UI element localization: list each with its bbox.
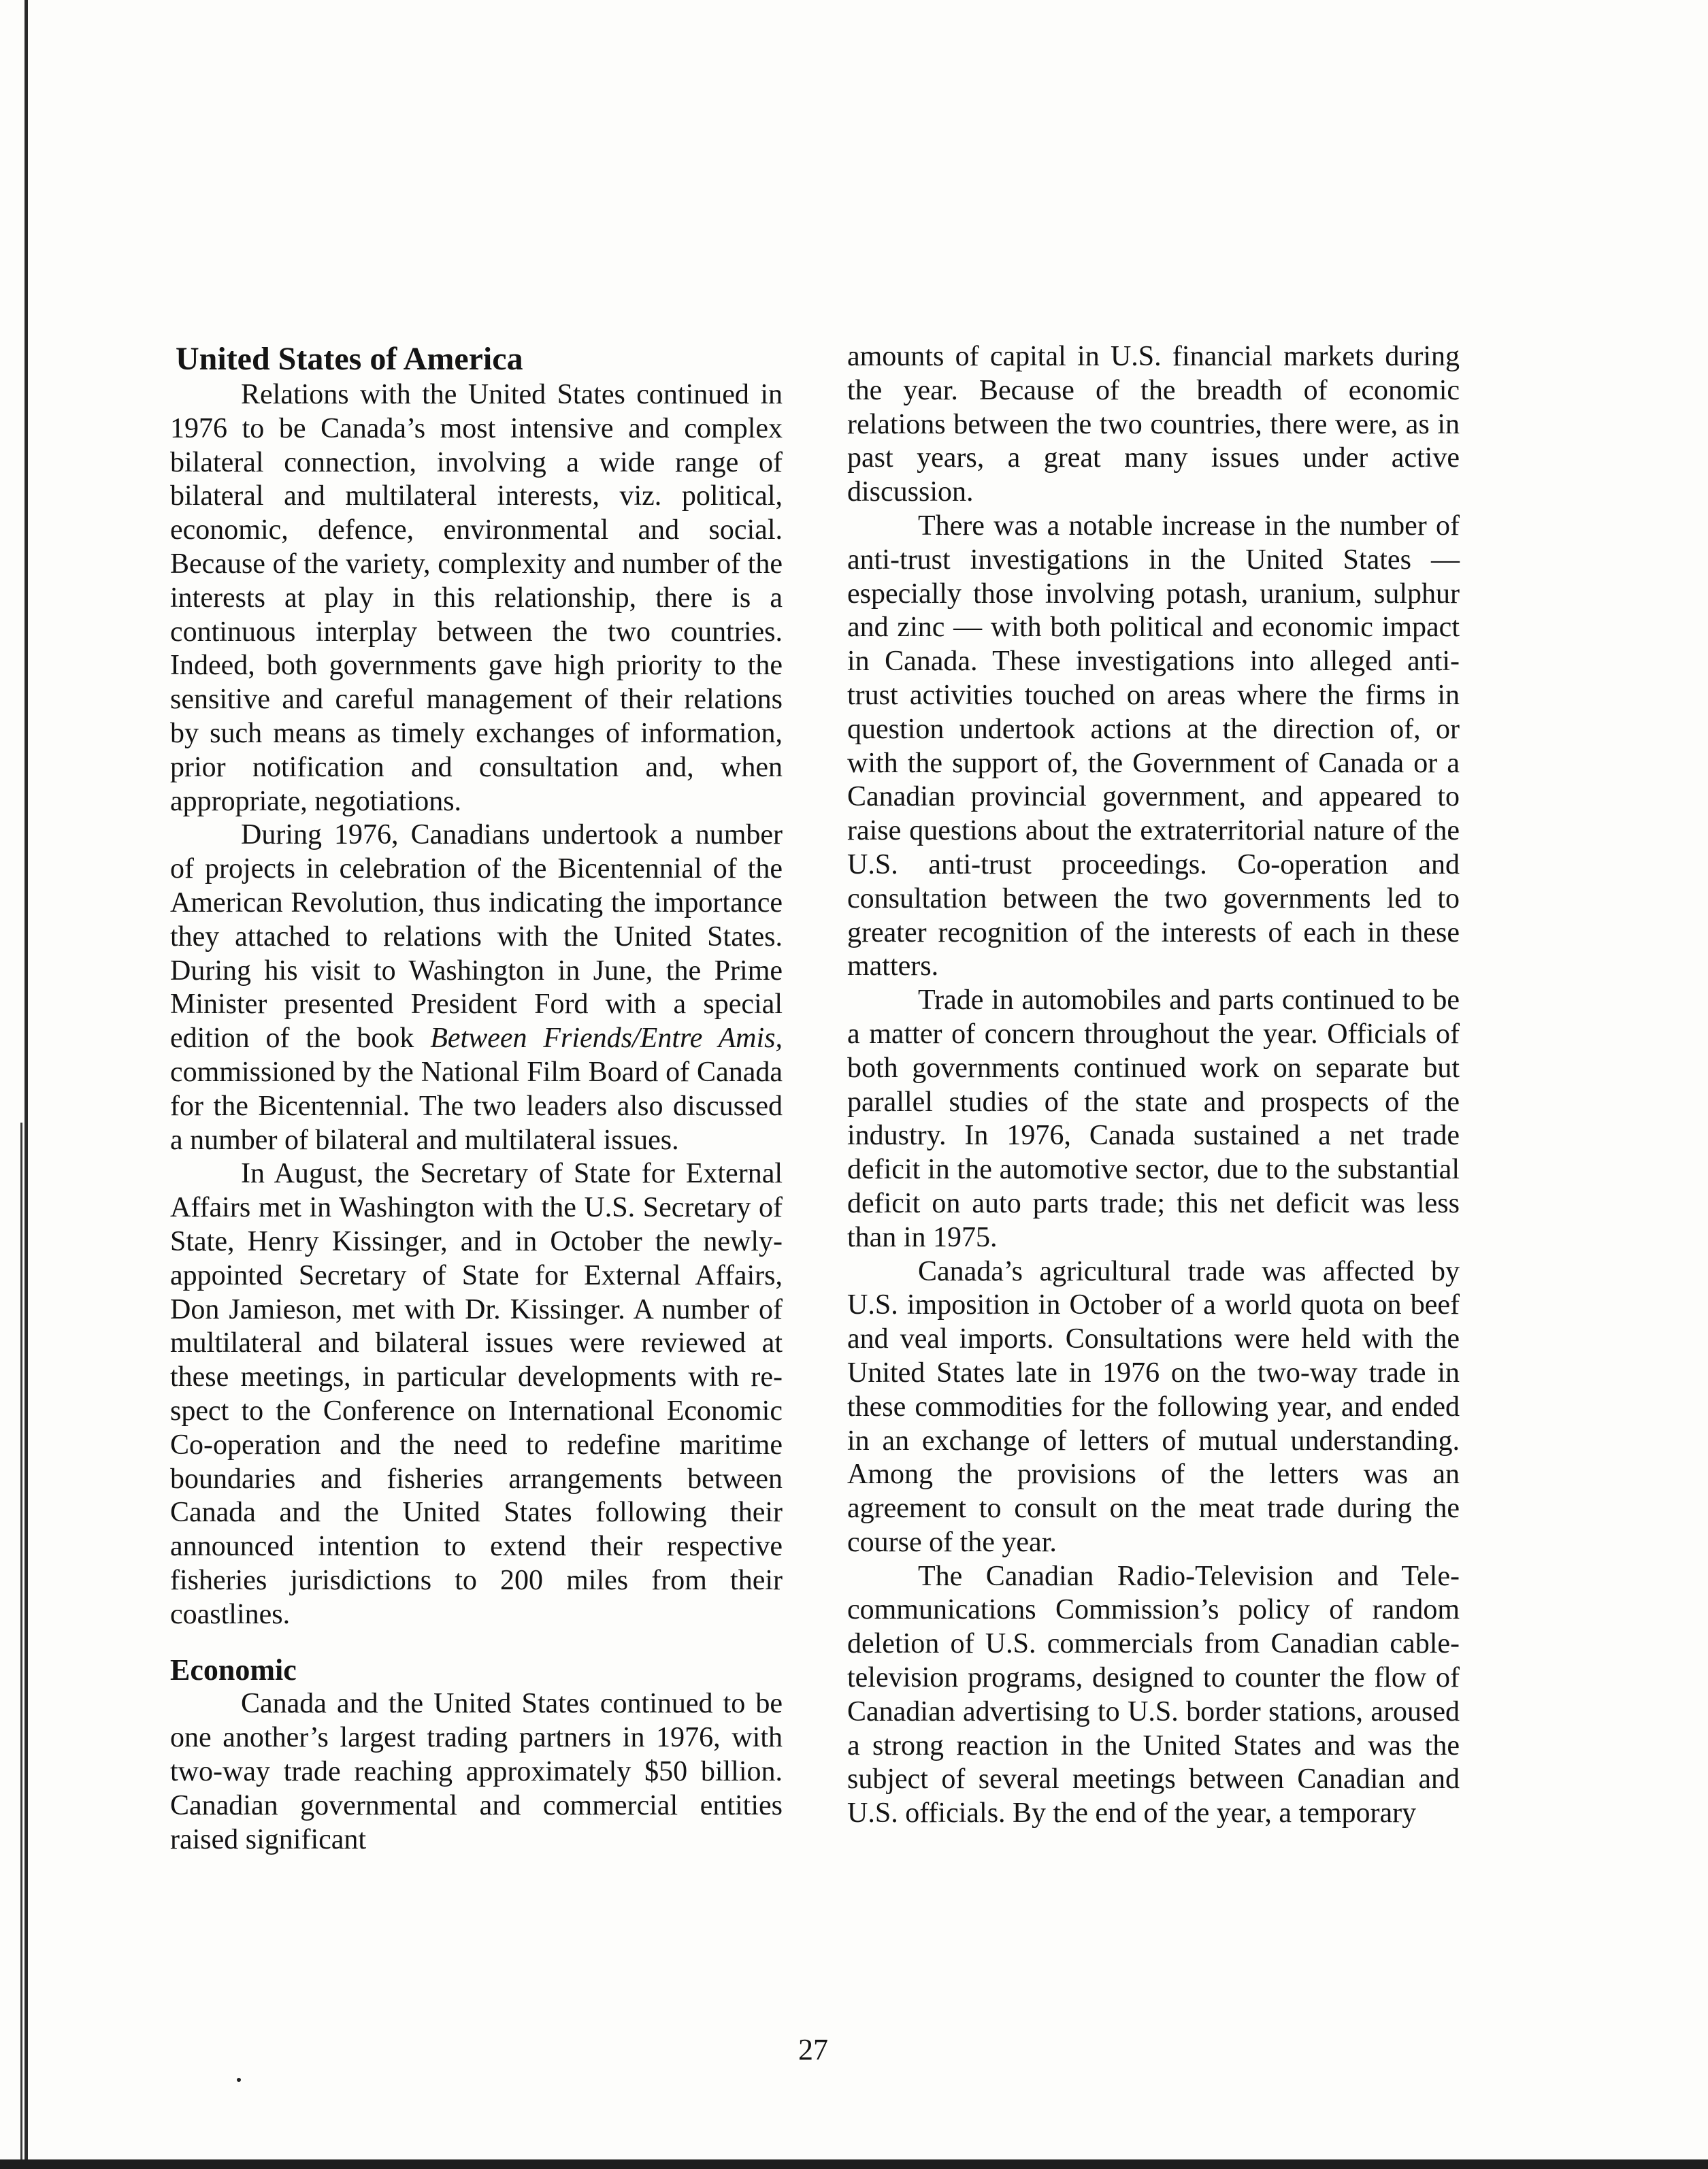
binding-edge: [24, 0, 28, 2169]
book-title: Between Friends/Entre Amis,: [430, 1023, 783, 1055]
paragraph-bicentennial-tail: commissioned by the National Film Board of Canada for the Bicentennial. The two leaders also discussed a number of bilateral and multilateral issues.: [170, 1056, 783, 1156]
right-column: [847, 340, 1460, 1831]
page-bottom-edge: [0, 2159, 1708, 2169]
paragraph-bicentennial-text: During 1976, Canadians undertook a number of projects in celebration of the Bicentennial of the American Revolution, thus indicating the importance they attached to relations with the United States. During his visit to Washington in June, the Prime Minister presented President Ford with a special edition of the book: [170, 819, 783, 1055]
paragraph-economic: Canada and the United States continued to be one another’s largest trading partners in 1976, with two-way trade reaching approximately $50 billion. Canadian governmental and commercial entities raised significant: [170, 1688, 783, 1855]
paragraph-agriculture: Canada’s agricultural trade was affected by U.S. imposition in October of a world quota on beef and veal imports. Consultations were held with the United States late in 1976 on the two-way trade in these commodities for the following year, and ended in an exchange of letters of mutual understanding. Among the provisions of the letters was an agreement to consult on the meat trade during the course of the year.: [847, 1255, 1460, 1558]
scan-speck: [237, 2078, 241, 2082]
paragraph-bicentennial: [170, 818, 783, 1157]
paragraph-crtc: The Canadian Radio-Television and Telecommunications Commission’s policy of random deletion of U.S. commercials from Canadian cable-television programs, designed to counter the flow of Canadian advertising to U.S. border stations, aroused a strong reaction in the United States and was the subject of several meetings between Canadian and U.S. officials. By the end of the year, a temporary: [847, 1560, 1460, 1829]
left-column: [170, 342, 783, 1857]
section-heading: United States of America: [176, 341, 523, 377]
page-number: 27: [798, 2033, 828, 2066]
paragraph-anti-trust: There was a notable increase in the number of anti-trust investigations in the United States — especially those involving potash, uranium, sulphur and zinc — with both political and economic impact in Canada. These investigations into alleged anti-trust activities touched on areas where the firms in question undertook actions at the direction of, or with the support of, the Government of Canada or a Canadian provincial government, and appeared to raise questions about the extraterritorial nature of the U.S. anti-trust proceedings. Co-operation and consultation between the two governments led to greater recognition of the interests of each in these matters.: [847, 510, 1460, 982]
paragraph-relations: Relations with the United States continued in 1976 to be Canada’s most intensive and complex bilateral connection, involving a wide range of bilateral and multilateral interests, viz. political, economic, defence, environmental and social. Because of the variety, complexity and number of the interests at play in this relationship, there is a continuous interplay between the two countries. Indeed, both governments gave high priority to the sensitive and careful management of their relations by such means as timely exchanges of information, prior notification and consultation and, when appropriate, negotiations.: [170, 379, 783, 817]
paragraph-continuation: amounts of capital in U.S. financial markets during the year. Because of the breadth of economic relations between the two countries, there were, as in past years, a great many issues under active discussion.: [847, 341, 1460, 508]
paragraph-automobiles: Trade in automobiles and parts continued to be a matter of concern throughout the year. Officials of both governments continued work on separate but parallel studies of the state and prospects of the industry. In 1976, Canada sustained a net trade deficit in the automotive sector, due to the substantial deficit on auto parts trade; this net deficit was less than in 1975.: [847, 984, 1460, 1253]
binding-edge-secondary: [20, 1123, 22, 2169]
subsection-heading: Economic: [170, 1653, 297, 1687]
paragraph-august-meetings: In August, the Secretary of State for External Affairs met in Washington with the U.S. Secretary of State, Henry Kissinger, and in October the newly-appointed Secretary of State for External Affairs, Don Jamieson, met with Dr. Kissinger. A number of multilateral and bilateral issues were reviewed at these meetings, in particular developments with respect to the Conference on International Economic Co-operation and the need to redefine maritime boundaries and fisheries arrangements between Canada and the United States following their announced intention to extend their respective fisheries jurisdictions to 200 miles from their coastlines.: [170, 1158, 783, 1630]
